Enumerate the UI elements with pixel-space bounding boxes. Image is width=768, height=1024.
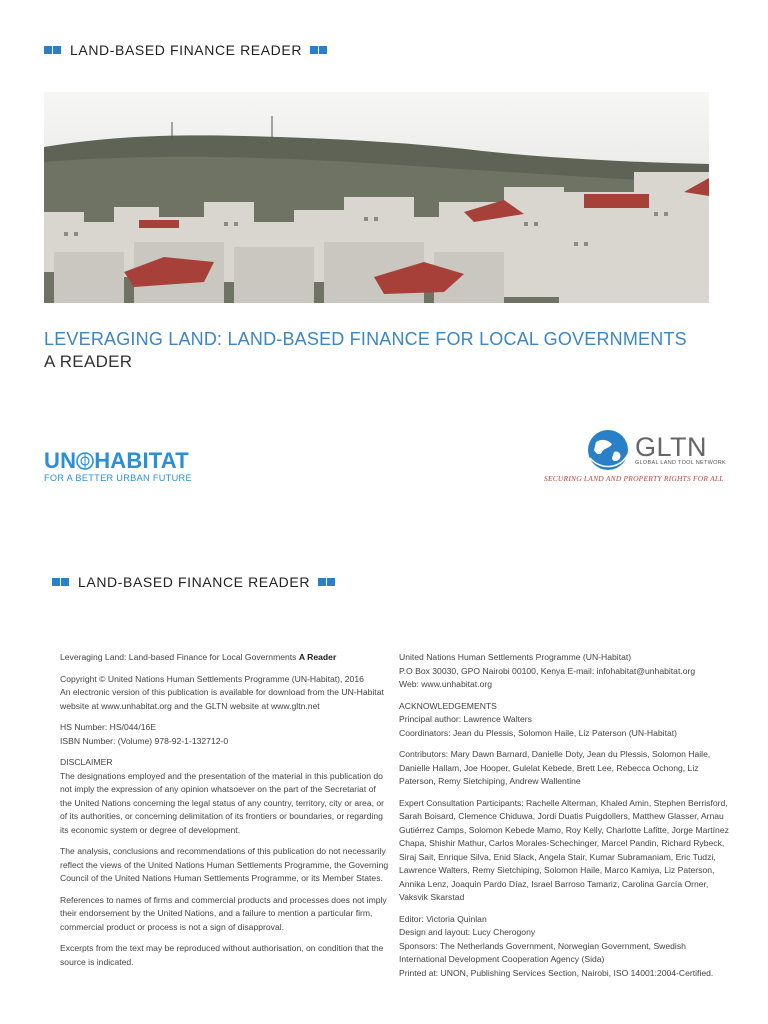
acknowledgements-column: [399, 651, 729, 988]
copyright-block: [60, 673, 390, 714]
publication-info-column: [60, 651, 390, 977]
design-layout: Design and layout: Lucy Cherogony: [399, 927, 536, 937]
gltn-logo: [586, 428, 726, 472]
gltn-tagline: SECURING LAND AND PROPERTY RIGHTS FOR ALL: [544, 474, 724, 483]
publication-title: Leveraging Land: Land-based Finance for Local Governments A Reader: [60, 652, 337, 662]
organization-name: United Nations Human Settlements Programme (UN-Habitat): [399, 652, 632, 662]
copyright-text: Copyright © United Nations Human Settlements Programme (UN-Habitat), 2016: [60, 673, 364, 684]
gltn-fullname: GLOBAL LAND TOOL NETWORK: [635, 460, 726, 466]
disclaimer-paragraph: Excerpts from the text may be reproduced without authorisation, on condition that the source is indicated.: [60, 943, 384, 967]
mid-header-label: LAND-BASED FINANCE READER: [78, 574, 311, 590]
electronic-version-text: An electronic version of this publication is available for download from the UN-Habitat website at www.unhabitat.org and the GLTN website at www.gltn.net: [60, 687, 384, 711]
header-squares-right: [310, 41, 328, 59]
acknowledgements-heading: ACKNOWLEDGEMENTS: [399, 700, 497, 711]
disclaimer-paragraph: The designations employed and the presentation of the material in this publication do not imply the expression of any opinion whatsoever on the part of the Secretariat of the United Nations concerning the legal status of any country, territory, city or area, or of its authorities, or concerning delimitation of its frontiers or boundaries, or regarding its economic system or degree of development.: [60, 770, 385, 835]
disclaimer-heading: DISCLAIMER: [60, 757, 113, 767]
header-squares-left: [52, 573, 70, 591]
header-squares-left: [44, 41, 62, 59]
gltn-wordmark: GLTN: [635, 432, 708, 462]
website: Web: www.unhabitat.org: [399, 679, 492, 689]
globe-icon: [586, 428, 630, 472]
header-squares-right: [318, 573, 336, 591]
coordinators: Coordinators: Jean du Plessis, Solomon Haile, Liz Paterson (UN-Habitat): [399, 727, 677, 738]
contributors: Contributors: Mary Dawn Barnard, Danielle Doty, Jean du Plessis, Solomon Haile, Danielle Hallam, Joe Hooper, Gulelat Kebede, Brett Lee, Rebecca Ochong, Liz Paterson, Remy Sietchiping, Andrew Wallentine: [399, 749, 711, 786]
printed-at: Printed at: UNON, Publishing Services Section, Nairobi, ISO 14001:2004-Certified.: [399, 967, 714, 978]
principal-author: Principal author: Lawrence Walters: [399, 714, 532, 724]
disclaimer-block: [60, 756, 390, 837]
contact-block: [399, 651, 729, 692]
city-skyline-image: [44, 92, 709, 303]
identifiers-block: [60, 721, 390, 748]
unhabitat-logo: [44, 448, 192, 483]
expert-participants: Expert Consultation Participants: Rachelle Alterman, Khaled Amin, Stephen Berrisford, Sarah Boisard, Clemence Chiduwa, Jordi Duatis Puigdollers, Matthew Glasser, Arnau Gutiérrez Camps, Solomon Kebede Mamo, Roy Kelly, Charlotte Lafitte, Jorge Martínez Chapa, Shishir Mathur, Carlos Morales-Schechinger, Marcel Pandin, Richard Rybeck, Siraj Sait, Enrique Silva, Enid Slack, Angela Stair, Kumar Subramaniam, Eric Tudzi, Lawrence Walters, Remy Sietchiping, Solomon Haile, Marco Kamiya, Liz Paterson, Annika Lenz, Joaquin Pardo Díaz, Israel Barroso Tamariz, Carolina García Orner, Vaksvik Skarstad: [399, 797, 729, 902]
disclaimer-paragraph: References to names of firms and commercial products and processes does not imply their endorsement by the United Nations, and a failure to mention a particular firm, commercial product or process is not a sign of disapproval.: [60, 894, 387, 932]
hs-number: HS Number: HS/044/16E: [60, 722, 157, 732]
acknowledgements-block: [399, 700, 729, 741]
isbn-number: ISBN Number: (Volume) 978-92-1-132712-0: [60, 735, 229, 746]
postal-address: P.O Box 30030, GPO Nairobi 00100, Kenya E-mail: infohabitat@unhabitat.org: [399, 665, 696, 676]
sponsors: Sponsors: The Netherlands Government, Norwegian Government, Swedish International Development Cooperation Agency (Sida): [399, 940, 686, 964]
cover-photo: [44, 92, 709, 303]
production-credits: [399, 913, 729, 981]
top-header-label: LAND-BASED FINANCE READER: [70, 42, 303, 58]
disclaimer-paragraph: The analysis, conclusions and recommendations of this publication do not necessarily reflect the views of the United Nations Human Settlements Programme, the Governing Council of the United Nations Human Settlements Programme, or its Member States.: [60, 846, 389, 883]
unhabitat-emblem-icon: [76, 452, 94, 470]
unhabitat-word-habitat: HABITAT: [94, 448, 189, 473]
editor: Editor: Victoria Quinlan: [399, 913, 487, 924]
page-subtitle: A READER: [44, 352, 133, 371]
unhabitat-word-un: UN: [44, 448, 77, 473]
page-title: LEVERAGING LAND: LAND-BASED FINANCE FOR LOCAL GOVERNMENTS: [44, 329, 687, 349]
unhabitat-tagline: FOR A BETTER URBAN FUTURE: [44, 473, 192, 483]
mid-header: [52, 573, 336, 591]
top-header: [44, 41, 328, 59]
